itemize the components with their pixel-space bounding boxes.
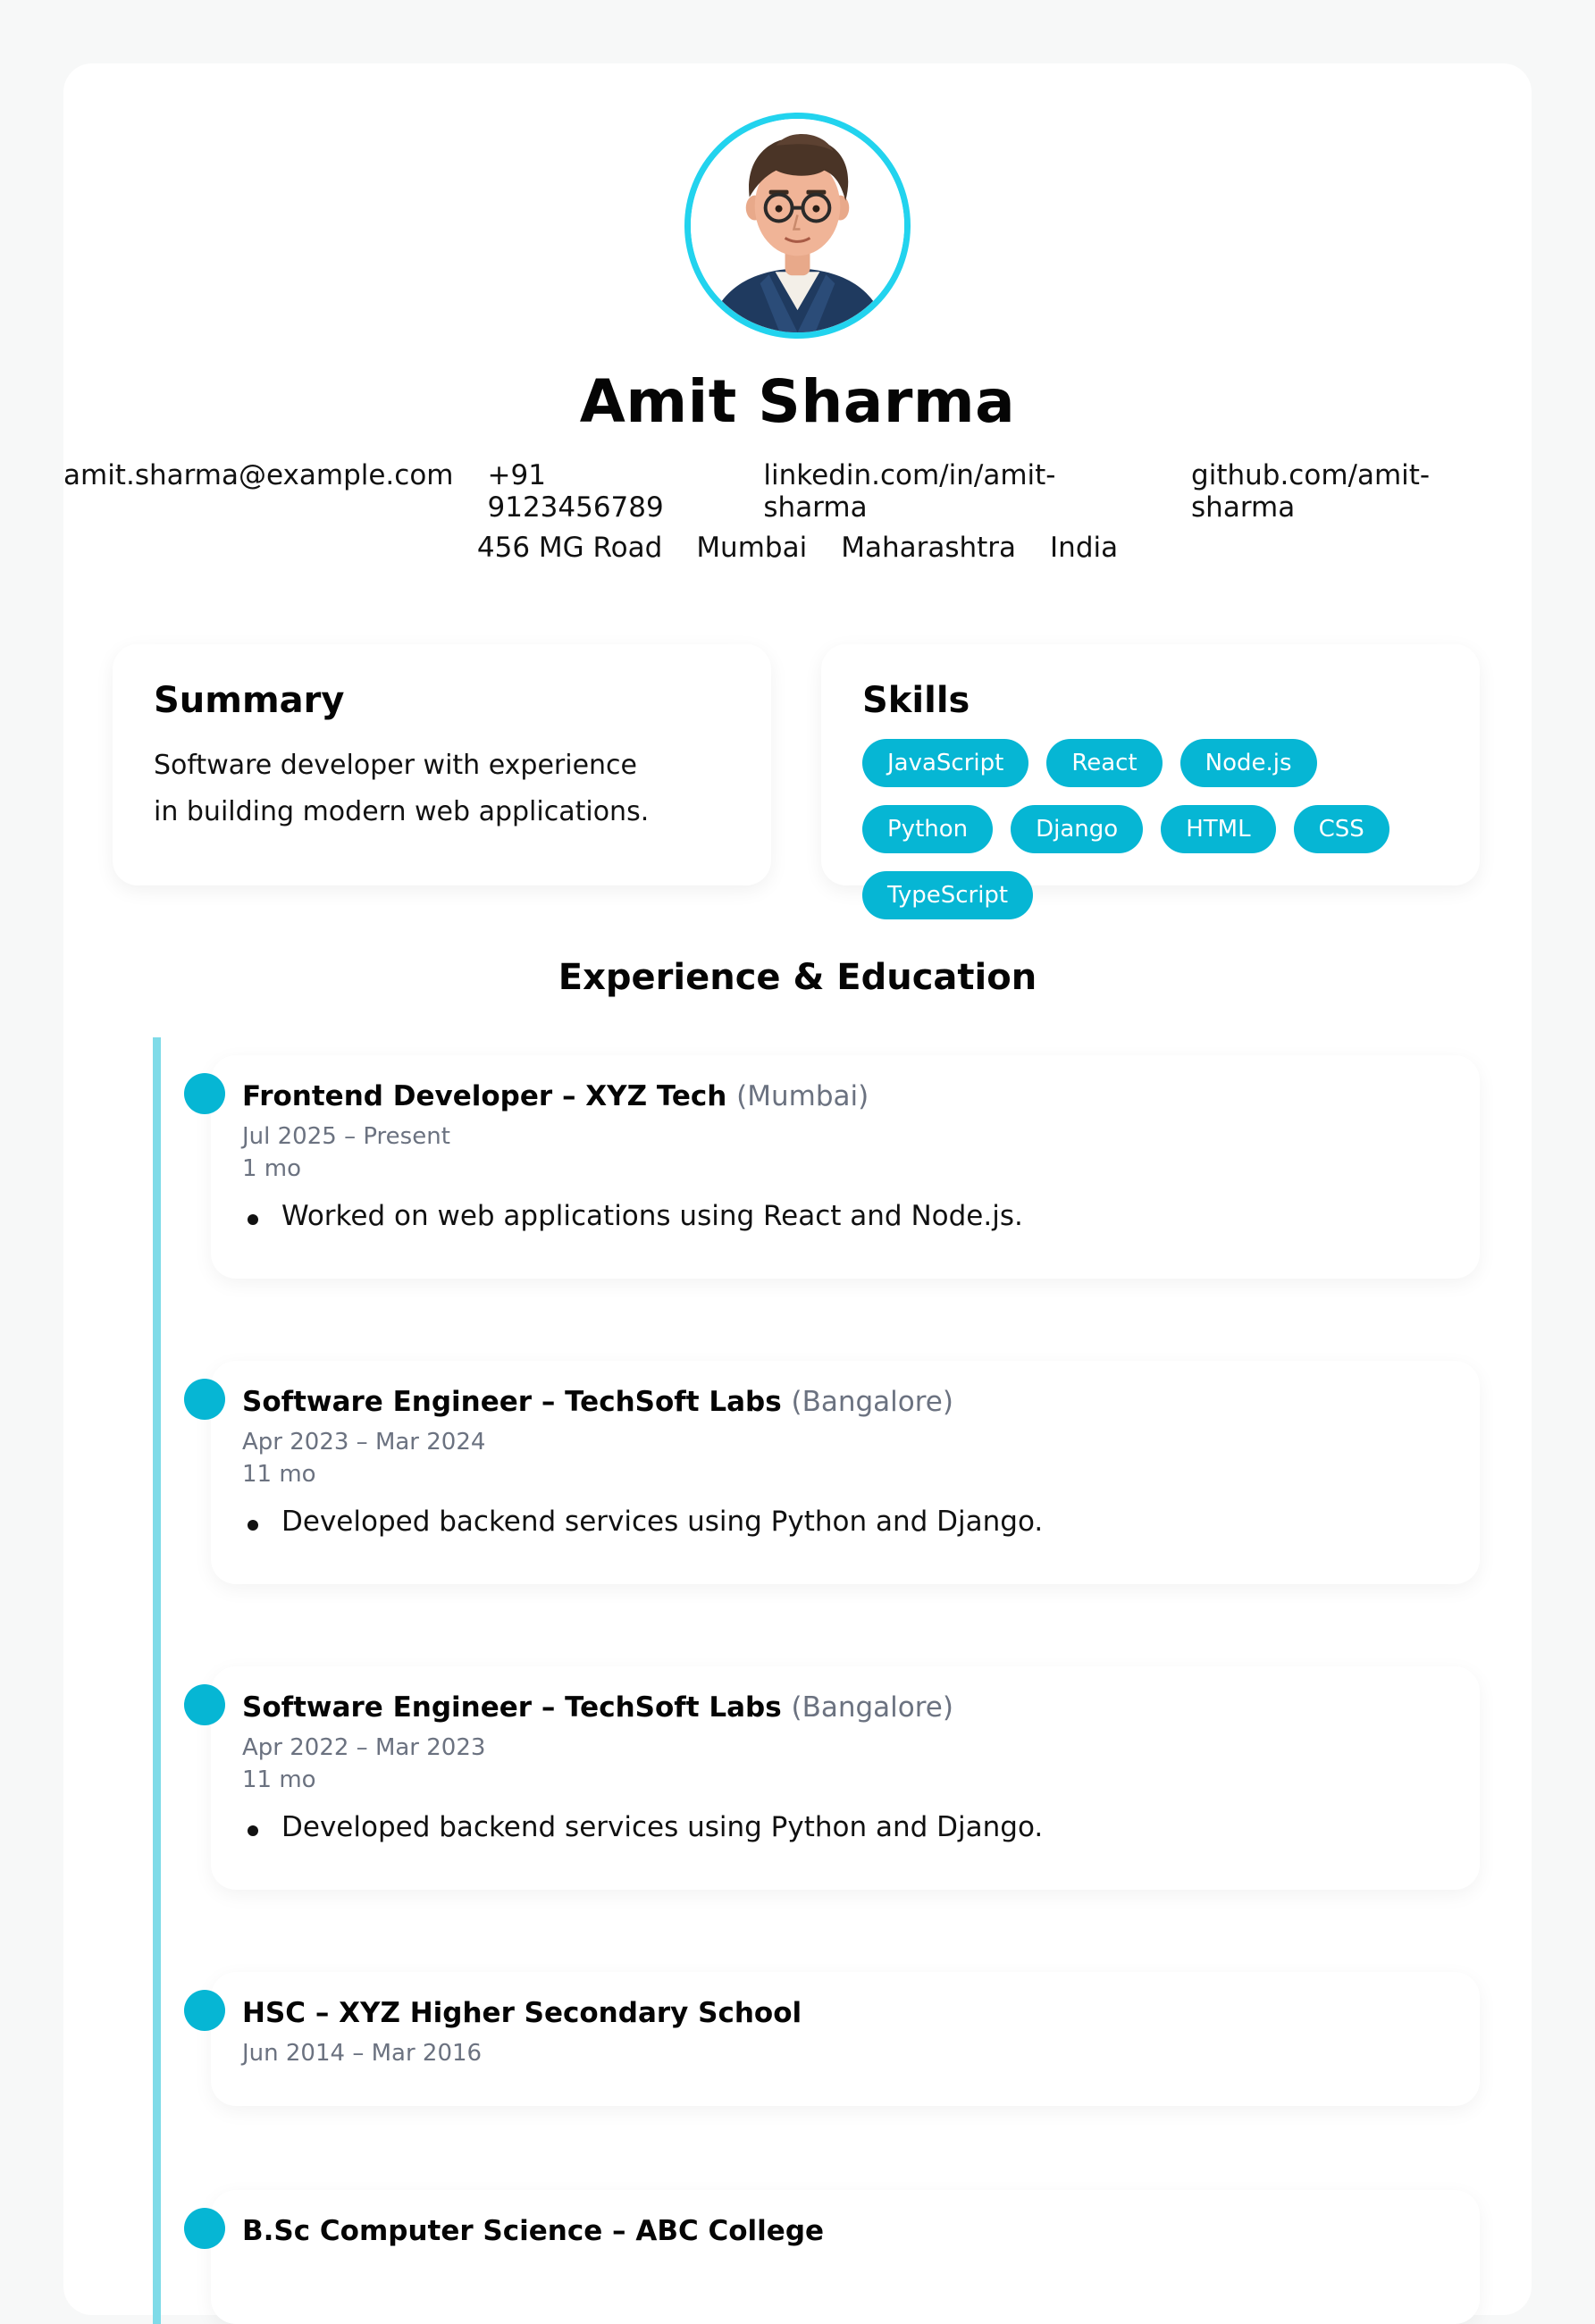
entry-duration: 1 mo <box>242 1155 302 1182</box>
skills-card <box>821 644 1480 909</box>
entry-location: (Bangalore) <box>791 1691 953 1724</box>
timeline-dot-icon <box>184 1073 225 1114</box>
entry-dates: Apr 2022 – Mar 2023 <box>242 1734 486 1761</box>
entry-role: Frontend Developer – XYZ Tech <box>242 1080 727 1112</box>
resume-page <box>63 63 1532 2315</box>
skill-chip: JavaScript <box>862 739 1028 787</box>
entry-title <box>242 1691 953 1724</box>
entry-role: Software Engineer – TechSoft Labs <box>242 1386 782 1418</box>
email-link[interactable]: amit.sharma@example.com <box>63 459 454 491</box>
skill-chip: HTML <box>1161 805 1275 853</box>
entry-card <box>211 1972 1480 2106</box>
entry-role: B.Sc Computer Science – ABC College <box>242 2215 825 2247</box>
skill-chip: React <box>1046 739 1162 787</box>
skill-chip: Node.js <box>1180 739 1317 787</box>
summary-heading: Summary <box>154 680 345 721</box>
entry-role: Software Engineer – TechSoft Labs <box>242 1691 782 1724</box>
skills-heading: Skills <box>862 680 970 721</box>
address-country: India <box>1050 532 1119 564</box>
entry-dates: Apr 2023 – Mar 2024 <box>242 1429 486 1456</box>
entry-title <box>242 2215 824 2247</box>
contact-row <box>63 459 1532 524</box>
entry-title <box>242 1080 869 1112</box>
profile-name: Amit Sharma <box>579 367 1016 436</box>
skill-chip: Django <box>1011 805 1143 853</box>
timeline-dot-icon <box>184 1684 225 1725</box>
entry-bullet: Developed backend services using Python and Django. <box>281 1811 1044 1843</box>
summary-card <box>113 644 771 885</box>
entry-role: HSC – XYZ Higher Secondary School <box>242 1997 802 2029</box>
address-street: 456 MG Road <box>476 532 663 564</box>
timeline-line <box>153 1037 161 2324</box>
entry-bullet: Worked on web applications using React and Node.js. <box>281 1200 1023 1232</box>
skills-list <box>862 739 1452 919</box>
phone-link[interactable]: +91 9123456789 <box>487 459 664 524</box>
skill-chip: Python <box>862 805 993 853</box>
skill-chip: TypeScript <box>862 871 1033 919</box>
bullet-icon <box>248 1214 258 1225</box>
entry-bullet: Developed backend services using Python and Django. <box>281 1506 1044 1538</box>
address-city: Mumbai <box>696 532 808 564</box>
entry-duration: 11 mo <box>242 1461 316 1488</box>
entry-location: (Bangalore) <box>791 1386 953 1418</box>
timeline-dot-icon <box>184 1379 225 1420</box>
profile-avatar <box>684 113 911 339</box>
entry-title <box>242 1386 953 1418</box>
linkedin-link[interactable]: linkedin.com/in/amit-sharma <box>763 459 1056 524</box>
skill-chip: CSS <box>1294 805 1389 853</box>
entry-location: (Mumbai) <box>736 1080 869 1112</box>
entry-title <box>242 1997 802 2029</box>
github-link[interactable]: github.com/amit-sharma <box>1191 459 1431 524</box>
address-row <box>63 532 1532 564</box>
entry-duration: 11 mo <box>242 1766 316 1793</box>
avatar-illustration-icon <box>691 119 904 332</box>
timeline-dot-icon <box>184 2208 225 2249</box>
summary-text: Software developer with experience in building modern web applications. <box>154 750 650 827</box>
timeline-dot-icon <box>184 1990 225 2031</box>
bullet-icon <box>248 1825 258 1836</box>
entry-dates: Jul 2025 – Present <box>242 1123 450 1150</box>
entry-card <box>211 2190 1480 2324</box>
bullet-icon <box>248 1520 258 1531</box>
address-state: Maharashtra <box>841 532 1017 564</box>
experience-section-title: Experience & Education <box>558 957 1037 998</box>
entry-dates: Jun 2014 – Mar 2016 <box>242 2040 483 2067</box>
